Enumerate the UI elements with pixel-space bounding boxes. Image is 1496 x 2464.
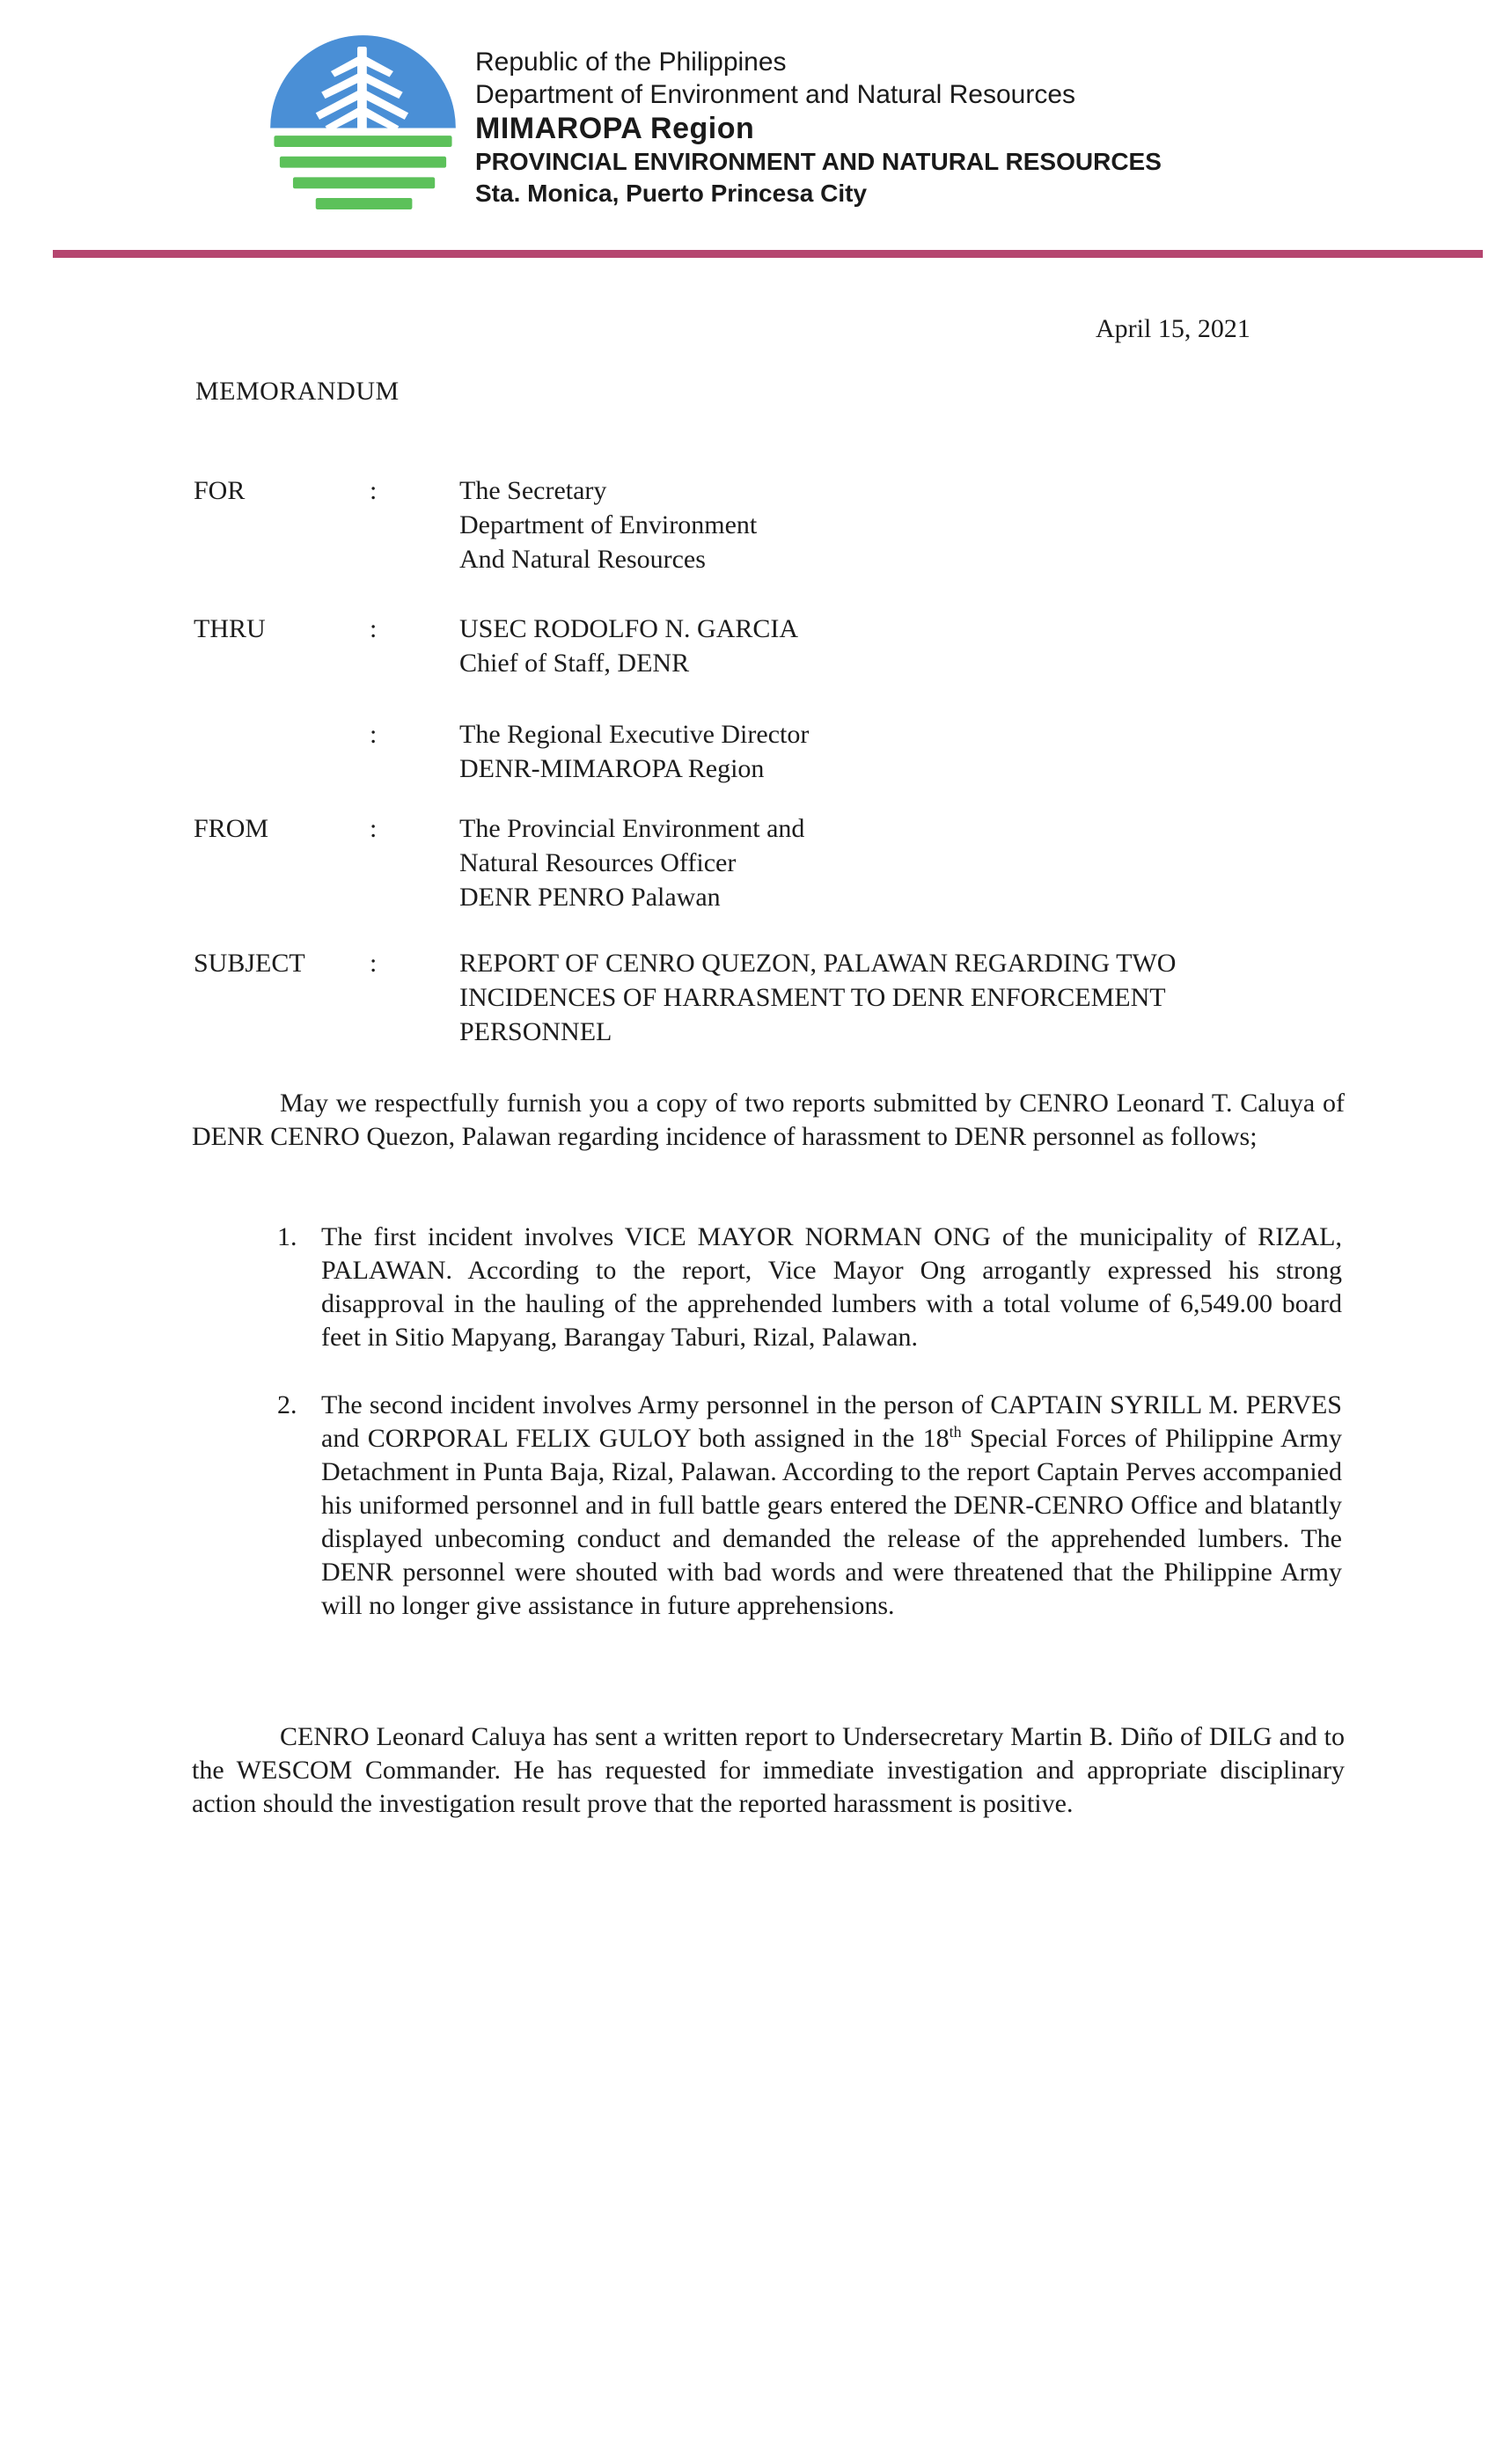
list-item-text-part: Special Forces of Philippine Army Detachment in Punta Baja, Rizal, Palawan. According to the report Captain Perves accompanied his uniformed personnel and in full battle gears entered the DENR-CENRO Office and blatantly displayed unbecoming conduct and demanded the release of the apprehended lumbers. The DENR personnel were shouted with bad words and were threatened that the Philippine Army will no longer give assistance in future apprehensions. [321,1424,1342,1620]
list-item-text-part: The second incident involves Army personnel in the person of CAPTAIN SYRILL M. PERVES and CORPORAL FELIX GULOY both assigned in the 18 [321,1390,1342,1453]
subject-text: REPORT OF CENRO QUEZON, PALAWAN REGARDING TWO INCIDENCES OF HARRASMENT TO DENR ENFORCEMENT PERSONNEL [459,949,1177,1046]
thru-label: THRU [194,614,266,643]
header-divider [53,250,1483,258]
subject-label: SUBJECT [194,949,305,978]
letterhead [475,46,1162,209]
list-item-text: The first incident involves VICE MAYOR NORMAN ONG of the municipality of RIZAL, PALAWAN. According to the report, Vice Mayor Ong arrogantly expressed his strong disapproval in the hauling of the apprehended lumbers with a total volume of 6,549.00 board feet in Sitio Mapyang, Barangay Taburi, Rizal, Palawan. [321,1222,1342,1352]
thru-line: DENR-MIMAROPA Region [459,754,765,783]
intro-paragraph: May we respectfully furnish you a copy of two reports submitted by CENRO Leonard T. Caluya of DENR CENRO Quezon, Palawan regarding incidence of harassment to DENR personnel as follows; [192,1089,1345,1151]
from-colon: : [370,814,378,843]
closing-paragraph: CENRO Leonard Caluya has sent a written report to Undersecretary Martin B. Diño of DILG and to the WESCOM Commander. He has requested for immediate investigation and appropriate disciplinary action should the investigation result prove that the reported harassment is positive. [192,1722,1345,1818]
from-label: FROM [194,814,269,843]
from-line: The Provincial Environment and [459,814,805,843]
from-value [459,811,1339,914]
memo-date: April 15, 2021 [1096,314,1250,343]
memo-title: MEMORANDUM [195,377,400,406]
ordinal-suffix: th [949,1423,962,1441]
letterhead-address: Sta. Monica, Puerto Princesa City [475,180,868,207]
for-line: The Secretary [459,476,607,505]
for-label: FOR [194,476,246,505]
from-line: Natural Resources Officer [459,848,737,877]
list-item-number: 2. [277,1390,297,1419]
thru-line: Chief of Staff, DENR [459,649,690,678]
list-item-number: 1. [277,1222,297,1251]
thru-line: The Regional Executive Director [459,720,810,749]
thru-colon: : [370,614,378,643]
thru-colon-2: : [370,720,378,749]
for-line: And Natural Resources [459,545,706,574]
thru-value [459,612,1339,680]
letterhead-department: Department of Environment and Natural Resources [475,80,1076,109]
for-colon: : [370,476,378,505]
for-value [459,473,1339,576]
subject-colon: : [370,949,378,978]
letterhead-republic: Republic of the Philippines [475,48,787,77]
letterhead-region: MIMAROPA Region [475,112,755,145]
letterhead-office: PROVINCIAL ENVIRONMENT AND NATURAL RESOURCES [475,148,1162,175]
thru-value-2 [459,717,1339,786]
thru-line: USEC RODOLFO N. GARCIA [459,614,799,643]
from-line: DENR PENRO Palawan [459,883,721,912]
denr-logo-icon [268,33,458,223]
list-item-text [321,1389,1342,1623]
for-line: Department of Environment [459,510,758,539]
